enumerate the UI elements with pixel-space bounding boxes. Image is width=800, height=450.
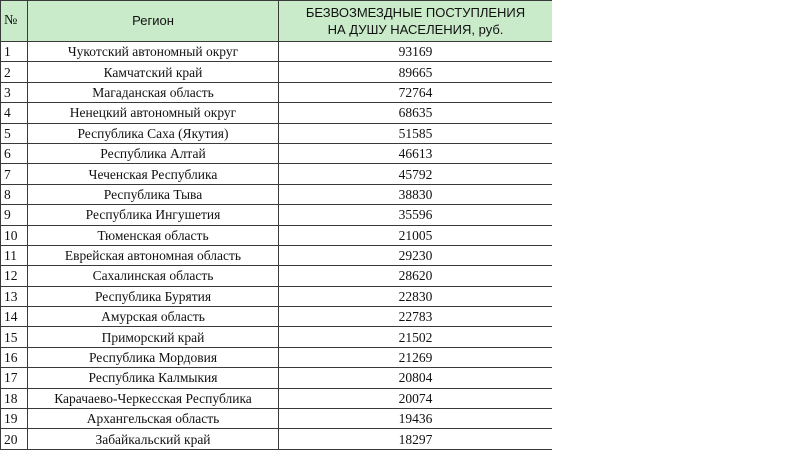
row-number: 5	[1, 123, 28, 143]
row-region: Чукотский автономный округ	[28, 42, 279, 62]
row-number: 14	[1, 307, 28, 327]
row-value: 29230	[279, 245, 553, 265]
row-value: 35596	[279, 205, 553, 225]
row-region: Чеченская Республика	[28, 164, 279, 184]
row-region: Республика Бурятия	[28, 286, 279, 306]
row-number: 11	[1, 245, 28, 265]
header-number: №	[1, 1, 28, 42]
row-value: 68635	[279, 103, 553, 123]
row-region: Республика Калмыкия	[28, 368, 279, 388]
header-value-line1: БЕЗВОЗМЕЗДНЫЕ ПОСТУПЛЕНИЯ	[305, 5, 526, 20]
table-header	[1, 1, 553, 42]
row-value: 72764	[279, 82, 553, 102]
row-value: 45792	[279, 164, 553, 184]
row-number: 13	[1, 286, 28, 306]
table-row	[1, 42, 553, 62]
row-number: 4	[1, 103, 28, 123]
table-row	[1, 286, 553, 306]
row-value: 20074	[279, 388, 553, 408]
row-region: Республика Алтай	[28, 143, 279, 163]
table-row	[1, 123, 553, 143]
row-number: 9	[1, 205, 28, 225]
row-value: 22783	[279, 307, 553, 327]
header-value-line2: НА ДУШУ НАСЕЛЕНИЯ, руб.	[327, 22, 504, 37]
table-row	[1, 143, 553, 163]
row-region: Республика Мордовия	[28, 347, 279, 367]
row-value: 28620	[279, 266, 553, 286]
row-number: 20	[1, 429, 28, 449]
row-value: 46613	[279, 143, 553, 163]
row-value: 38830	[279, 184, 553, 204]
header-value	[279, 1, 553, 42]
row-value: 21502	[279, 327, 553, 347]
row-number: 15	[1, 327, 28, 347]
row-number: 19	[1, 409, 28, 429]
table-row	[1, 327, 553, 347]
table-row	[1, 245, 553, 265]
table-body	[1, 42, 553, 450]
row-number: 12	[1, 266, 28, 286]
row-region: Республика Саха (Якутия)	[28, 123, 279, 143]
row-region: Архангельская область	[28, 409, 279, 429]
row-value: 20804	[279, 368, 553, 388]
row-value: 93169	[279, 42, 553, 62]
row-number: 7	[1, 164, 28, 184]
row-region: Тюменская область	[28, 225, 279, 245]
table-row	[1, 409, 553, 429]
table-row	[1, 225, 553, 245]
row-region: Сахалинская область	[28, 266, 279, 286]
row-region: Камчатский край	[28, 62, 279, 82]
row-value: 19436	[279, 409, 553, 429]
row-number: 3	[1, 82, 28, 102]
row-value: 18297	[279, 429, 553, 449]
row-region: Карачаево-Черкесская Республика	[28, 388, 279, 408]
row-number: 16	[1, 347, 28, 367]
row-value: 21005	[279, 225, 553, 245]
row-number: 10	[1, 225, 28, 245]
row-region: Магаданская область	[28, 82, 279, 102]
table-row	[1, 347, 553, 367]
row-value: 21269	[279, 347, 553, 367]
row-region: Приморский край	[28, 327, 279, 347]
row-number: 1	[1, 42, 28, 62]
row-value: 51585	[279, 123, 553, 143]
row-region: Забайкальский край	[28, 429, 279, 449]
row-number: 2	[1, 62, 28, 82]
table-row	[1, 388, 553, 408]
table-row	[1, 429, 553, 449]
table-row	[1, 368, 553, 388]
table-row	[1, 82, 553, 102]
row-region: Амурская область	[28, 307, 279, 327]
row-value: 89665	[279, 62, 553, 82]
table-row	[1, 62, 553, 82]
row-number: 6	[1, 143, 28, 163]
row-region: Ненецкий автономный округ	[28, 103, 279, 123]
row-number: 17	[1, 368, 28, 388]
row-region: Республика Тыва	[28, 184, 279, 204]
table-row	[1, 184, 553, 204]
table-row	[1, 205, 553, 225]
table-row	[1, 164, 553, 184]
row-region: Еврейская автономная область	[28, 245, 279, 265]
row-number: 18	[1, 388, 28, 408]
header-region: Регион	[28, 1, 279, 42]
table-row	[1, 266, 553, 286]
table-row	[1, 307, 553, 327]
row-value: 22830	[279, 286, 553, 306]
row-region: Республика Ингушетия	[28, 205, 279, 225]
header-row	[1, 1, 553, 42]
table-row	[1, 103, 553, 123]
row-number: 8	[1, 184, 28, 204]
